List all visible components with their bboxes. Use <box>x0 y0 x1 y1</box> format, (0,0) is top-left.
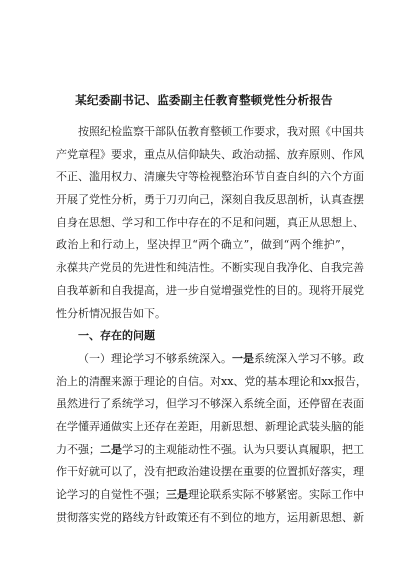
subsection-line <box>56 348 364 371</box>
document-body <box>56 121 367 529</box>
body-text: 论学习的自觉性不强； <box>56 488 166 501</box>
point-marker: 三是 <box>166 488 188 501</box>
intro-line: 开展了党性分析，勇于刀刃向己，深刻自我反思剖析，认真查摆 <box>56 193 364 207</box>
intro-line: 性分析情况报告如下。 <box>56 306 166 320</box>
body-line <box>56 484 364 507</box>
point-marker: 一是 <box>232 351 254 365</box>
intro-line: 按照纪检监察干部队伍教育整顿工作要求，我对照《中国共 <box>78 125 364 138</box>
intro-line: 自我革新和自我提高，进一步自觉增强党性的目的。现将开展党 <box>56 283 364 297</box>
body-line: 虽然进行了系统学习，但学习不够深入系统全面，还停留在表面 <box>56 397 364 411</box>
body-text: 理论联系实际不够紧密。实际工作中 <box>188 488 364 501</box>
body-line: 治上的清醒来源于理论的自信。对xx、党的基本理论和xx报告， <box>56 374 367 388</box>
body-text: 系统深入学习不够。政 <box>254 351 364 365</box>
body-line <box>56 439 364 462</box>
intro-line: 不正、滥用权力、清廉失守等检视整治环节自查自纠的六个方面 <box>56 170 364 184</box>
body-text: 力不强； <box>56 442 100 456</box>
section-heading: 一、存在的问题 <box>78 329 155 343</box>
body-line: 贯彻落实党的路线方针政策还有不到位的地方，运用新思想、新 <box>56 510 364 524</box>
intro-line: 产党章程》要求，重点从信仰缺失、政治动摇、放弃原则、作风 <box>56 147 364 161</box>
body-line: 在学懂弄通做实上还存在差距，用新思想、新理论武装头脑的能 <box>56 419 364 433</box>
document-title: 某纪委副书记、监委副主任教育整顿党性分析报告 <box>75 93 333 107</box>
intro-line: 自身在思想、学习和工作中存在的不足和问题，真正从思想上、 <box>56 215 364 229</box>
intro-line: 政治上和行动上，坚决捍卫“两个确立”，做到“两个维护”， <box>56 238 352 252</box>
body-text: 学习的主观能动性不强。认为只要认真履职，把工 <box>122 442 364 456</box>
point-marker: 二是 <box>100 442 122 456</box>
subsection-title: （一）理论学习不够系统深入。 <box>78 351 232 365</box>
body-line: 作干好就可以了，没有把政治建设摆在重要的位置抓好落实，理 <box>56 465 364 479</box>
intro-line: 永葆共产党员的先进性和纯洁性。不断实现自我净化、自我完善 <box>56 261 364 275</box>
